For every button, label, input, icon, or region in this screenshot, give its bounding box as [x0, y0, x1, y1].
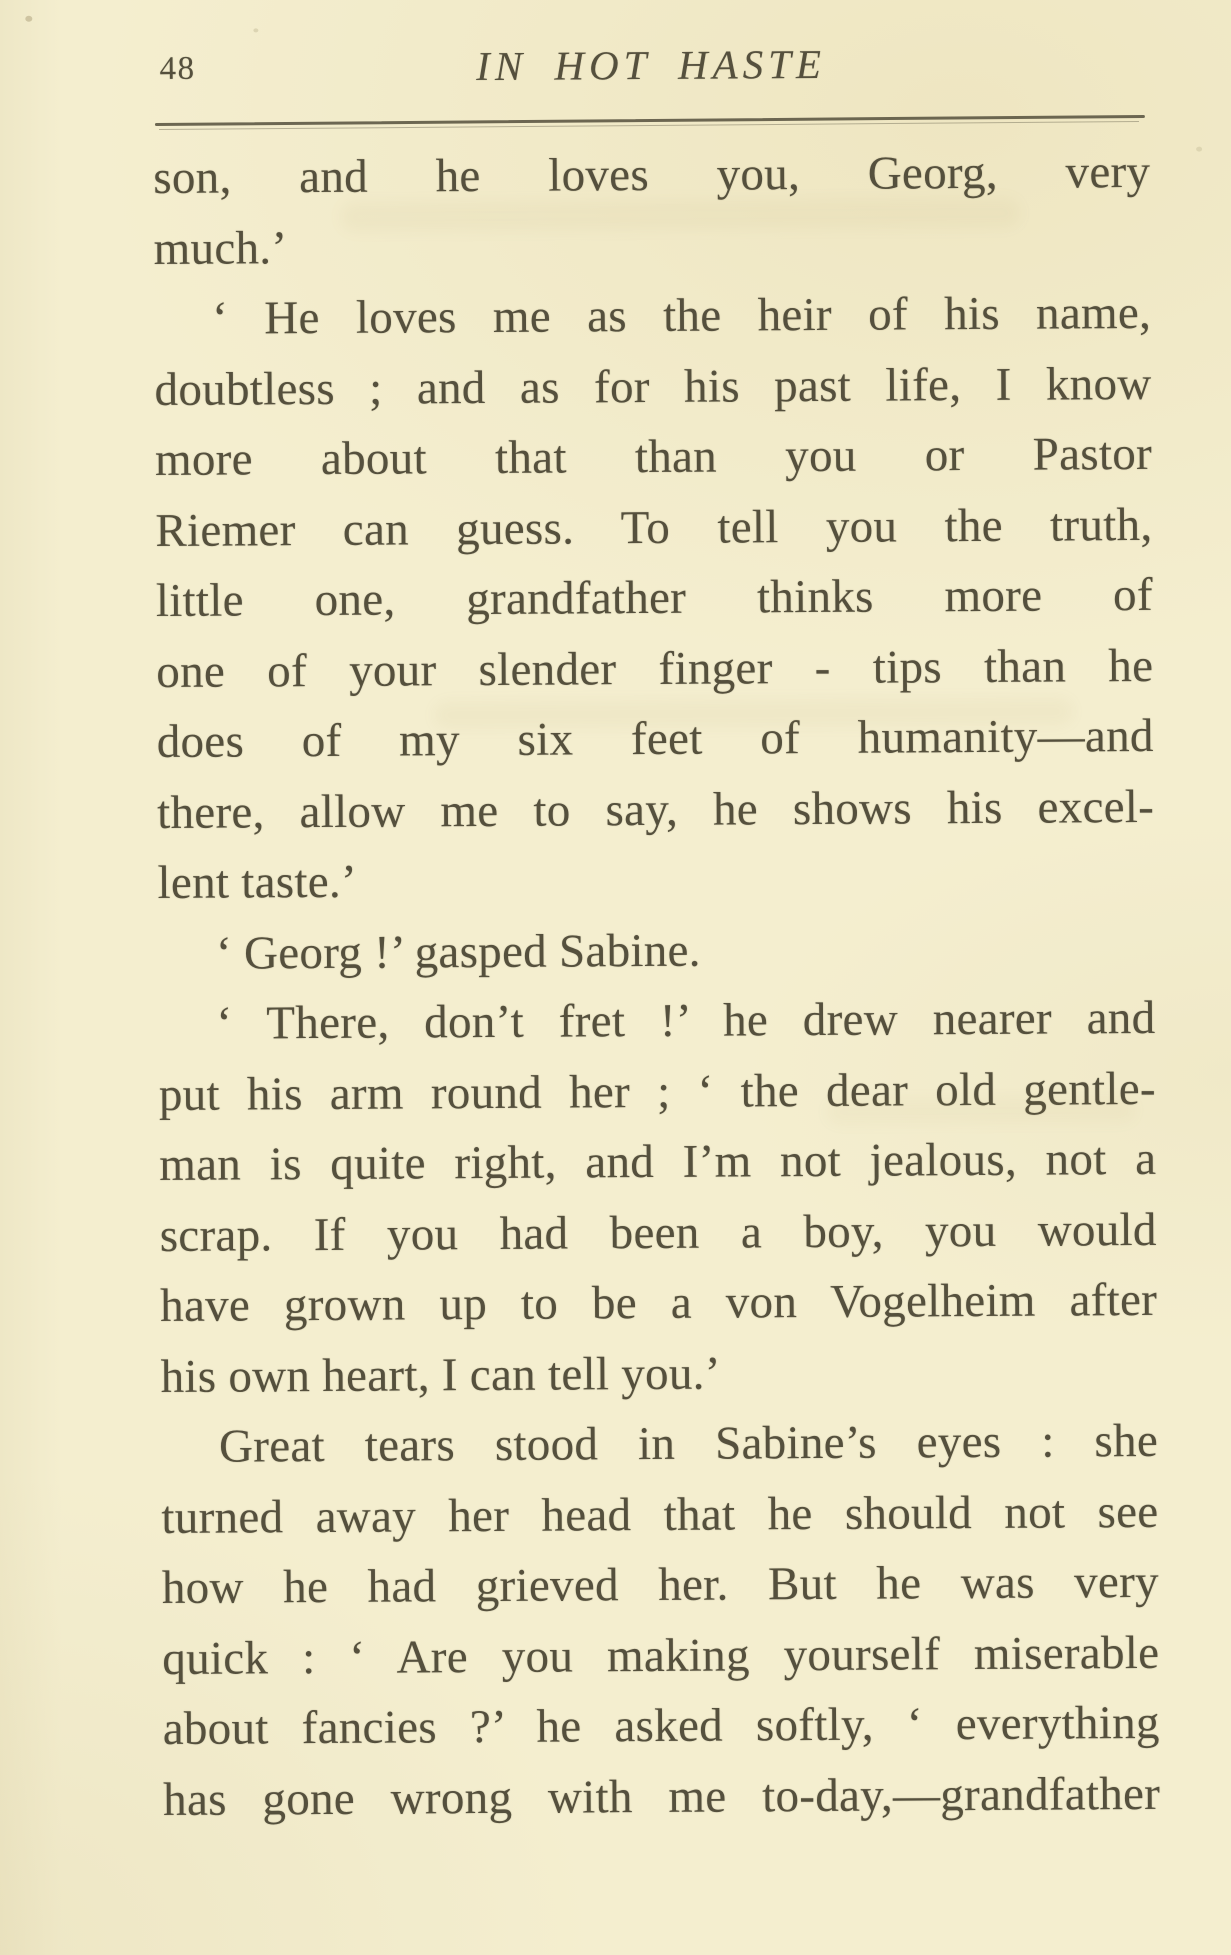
- text-line: ‘ There, don’t fret !’ he drew nearer and: [216, 991, 1156, 1050]
- text-line: his own heart, I can tell you.’: [160, 1347, 721, 1403]
- text-line: lent taste.’: [157, 855, 358, 910]
- text-line: have grown up to be a von Vogelheim after: [160, 1273, 1158, 1333]
- header-rule: [155, 115, 1145, 126]
- text-line: about fancies ?’ he asked softly, ‘ everything: [162, 1696, 1160, 1756]
- text-line: quick : ‘ Are you making yourself miserable: [162, 1626, 1160, 1685]
- show-through-smudge: [433, 697, 1073, 729]
- ink-speck: [25, 16, 32, 22]
- text-line: son, and he loves you, Georg, very: [153, 145, 1151, 205]
- text-line: there, allow me to say, he shows his excel-: [157, 780, 1155, 839]
- text-line: ‘ He loves me as the heir of his name,: [211, 286, 1152, 345]
- text-line: more about that than you or Pastor: [154, 427, 1153, 487]
- text-line: man is quite right, and I’m not jealous, not a: [159, 1132, 1157, 1192]
- show-through-smudge: [340, 198, 1020, 232]
- running-title: IN HOT HASTE: [476, 40, 827, 90]
- text-line: one of your slender finger - tips than he: [156, 639, 1154, 698]
- text-line: little one, grandfather thinks more of: [155, 568, 1154, 628]
- ink-speck: [253, 28, 258, 32]
- text-line: doubtless ; and as for his past life, I know: [154, 357, 1152, 416]
- text-line: has gone wrong with me to-day,—grandfather: [163, 1767, 1161, 1826]
- text-line: Great tears stood in Sabine’s eyes : she: [218, 1414, 1159, 1473]
- text-line: ‘ Georg !’ gasped Sabine.: [215, 924, 701, 980]
- show-through-smudge: [826, 1097, 1136, 1125]
- page-number: 48: [159, 50, 196, 87]
- page-body: [153, 137, 1160, 1835]
- text-line: much.’: [153, 221, 288, 275]
- text-line: how he had grieved her. But he was very: [161, 1555, 1160, 1615]
- text-line: scrap. If you had been a boy, you would: [159, 1203, 1157, 1262]
- text-line: put his arm round her ; ‘ the dear old gentle-: [158, 1062, 1157, 1121]
- ink-speck: [1196, 147, 1202, 152]
- text-line: does of my six feet of humanity—and: [156, 709, 1154, 769]
- text-line: turned away her head that he should not see: [161, 1485, 1159, 1544]
- text-line: Riemer can guess. To tell you the truth,: [155, 498, 1153, 557]
